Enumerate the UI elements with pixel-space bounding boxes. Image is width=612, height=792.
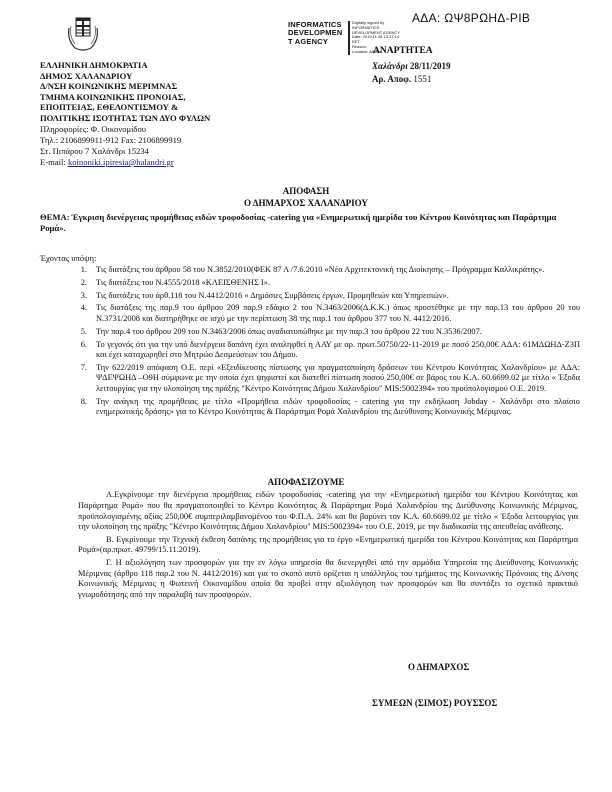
list-item: 8. Την ανάγκη της προμήθειας με τίτλο «Προμήθεια ειδών τροφοδοσίας - catering για την εκδήλωση Jobday - Χαλάνδρι στο πλαίσιο ενημερωτικής δράσης» για το Κέντρο Κοινότητας & Παράρτημα Ρομά Χαλανδρίου της Διεύθυνσης Κοινωνικής Μέριμνας. (80, 396, 580, 417)
signature-name: ΣΥΜΕΩΝ (ΣΙΜΟΣ) ΡΟΥΣΣΟΣ (372, 698, 498, 708)
decision-number-value: 1551 (413, 74, 432, 84)
date-place-label: Χαλάνδρι (372, 61, 408, 71)
logo-divider (348, 21, 350, 55)
considering-intro: Έχοντας υπόψη: (40, 253, 97, 263)
posting-label: ΑΝΑΡΤΗΤΕΑ (373, 46, 433, 56)
organization-header: ΕΛΛΗΝΙΚΗ ΔΗΜΟΚΡΑΤΙΑ ΔΗΜΟΣ ΧΑΛΑΝΔΡΙΟΥ Δ/ΝΣΗ ΚΟΙΝΩΝΙΚΗΣ ΜΕΡΙΜΝΑΣ ΤΜΗΜΑ ΚΟΙΝΩΝΙΚΗΣ ΠΡΟΝΟΙΑΣ, ΕΠΟΠΤΕΙΑΣ, ΕΘΕΛΟΝΤΙΣΜΟΥ & ΠΟΛΙΤΙΚΗΣ ΙΣΟΤΗΤΑΣ ΤΩΝ ΔΥΟ ΦΥΛΩΝ (40, 60, 211, 123)
date-value: 28/11/2019 (409, 61, 451, 71)
contact-phone: Τηλ.: 2106899911-912 Fax: 2106899919 (40, 135, 182, 145)
decision-number-row (372, 73, 450, 86)
decision-number-label: Αρ. Αποφ. (372, 74, 412, 84)
considerations-list (40, 265, 580, 420)
date-block (372, 60, 450, 86)
contact-info: Πληροφορίες: Φ. Οικονομίδου (40, 124, 147, 134)
list-item: 7. Την 622/2019 απόφαση Ο.Ε. περί «Εξειδίκευσης πίστωσης για πραγματοποίηση δράσεων του Κέντρου Κοινότητας Χαλανδρίου» με ΑΔΑ: ΨΔΕΨΩΗΔ –Ο9Η σύμφωνα με την οποία έχει ψηφιστεί και διατεθεί πίστωση ποσού 250,00€ σε βάρος του Κ.Α. 60.6699.02 με τίτλο « Έξοδα λειτουργίας για την υλοποίηση της πράξης "Κέντρο Κοινότητας Δήμου Χαλανδρίου" MIS:5002394» του προϋπολογισμού Ο.Ε. 2019. (80, 362, 580, 394)
greek-emblem-icon (65, 10, 101, 52)
subject-label: ΘΕΜΑ: (40, 212, 70, 222)
list-item: 3. Τις διατάξεις του άρθ.118 του Ν.4412/2016 « Δημόσιες Συμβάσεις έργων, Προμηθειών και Υπηρεσιών». (80, 290, 449, 300)
we-decide-heading: ΑΠΟΦΑΣΙΖΟΥΜΕ (267, 477, 345, 487)
subject (40, 212, 580, 234)
ada-code: ΑΔΑ: ΩΨ8ΡΩΗΔ-ΡΙΒ (412, 11, 531, 25)
email-link[interactable]: koinoniki.ipiresia@halandri.gr (67, 157, 174, 167)
list-item: 6. Το γεγονός ότι για την υπό διενέργεια δαπάνη έχει αναληφθεί η ΑΑΥ με αρ. πρωτ.50750/22-11-2019 με ποσό 250,00€ ΑΔΑ: 61ΜΔΩΗΔ-Ζ3Π και έχει καταχωρηθεί στο Μητρώο Δεσμεύσεων του Δήμου. (80, 339, 580, 360)
decision-b: Β. Εγκρίνουμε την Τεχνική έκθεση δαπάνης της προμήθειας για το έργο «Ενημερωτική ημερίδα του Κέντρου Κοινότητας και Παράρτημα Ρομά»(αρ.πρωτ. 49799/15.11.2019). (78, 534, 578, 555)
contact-address: Στ. Πιπάρου 7 Χαλάνδρι 15234 (40, 146, 149, 156)
signature-details: Digitally signed by INFORMATICS DEVELOPMENT AGENCY Date: 2019.11.28 13:37:14 EET Reason: Location: Athens (352, 20, 400, 54)
list-item: 1. Τις διατάξεις του άρθρου 58 του Ν.3852/2010(ΦΕΚ 87 Α /7.6.2010 «Νέα Αρχιτεκτονική της Διοίκησης – Πρόγραμμα Καλλικράτης». (80, 265, 545, 274)
list-item: 4. Τις διατάξεις της παρ.9 του άρθρου 209 παρ.9 εδάφιο 2 του Ν.3463/2006(Δ.Κ.Κ.) όπως προστέθηκε με την παρ.13 του άρθρου 20 του Ν.3731/2008 και διατηρήθηκε σε ισχύ με την περίπτωση 38 της παρ.1 του άρθρου 377 του Ν. 4412/2016. (80, 303, 580, 323)
contact-email-row (40, 157, 181, 168)
signature-title: Ο ΔΗΜΑΡΧΟΣ (408, 662, 470, 672)
list-item: 5. Την παρ.4 του άρθρου 209 του Ν.3463/2006 όπως αναδιατυπώθηκε με την παρ.3 του άρθρου 22 του Ν.3536/2007. (80, 326, 482, 336)
mayor-heading: Ο ΔΗΜΑΡΧΟΣ ΧΑΛΑΝΔΡΙΟΥ (244, 198, 368, 208)
email-label: E-mail: (40, 157, 66, 167)
subject-text: Έγκριση διενέργειας προμήθειας ειδών τροφοδοσίας -catering για «Ενημερωτική ημερίδα του Κέντρου Κοινότητας και Παράρτημα Ρομά». (40, 212, 557, 233)
date-row (372, 60, 450, 73)
list-item: 2. Τις διατάξεις του Ν.4555/2018 «ΚΛΕΙΣΘΕΝΗΣ Ι». (80, 277, 270, 287)
decision-heading: ΑΠΟΦΑΣΗ (282, 186, 330, 196)
decisions-body (78, 490, 578, 602)
logo-text: INFORMATICS DEVELOPMEN T AGENCY (288, 20, 343, 46)
decision-a: Α.Εγκρίνουμε την διενέργεια προμήθειας ειδών τροφοδοσίας -catering για την «Ενημερωτική ημερίδα του Κέντρου Κοινότητας και Παράρτημα Ρομά» που θα πραγματοποιηθεί το Κέντρο Κοινότητας & Παράρτημα Ρομά Χαλανδρίου της Διεύθυνσης Κοινωνικής Μέριμνας, προϋπολογισμένης αξίας 250,00€ συμπεριλαμβανομένου του Φ.Π.Α. 24% και θα βαρύνει τον Κ.Α. 60.6699.02 με τίτλο « Έξοδα λειτουργίας για την υλοποίηση της πράξης "Κέντρο Κοινότητας Δήμου Χαλανδρίου" MIS:5002394» του Ο.Ε. 2019, με την διαδικασία της απευθείας ανάθεσης. (78, 490, 578, 532)
decision-c: Γ. Η αξιολόγηση των προσφορών για την εν λόγω υπηρεσία θα διενεργηθεί από την αρμόδια Υπηρεσία της Διεύθυνσης Κοινωνικής Μέριμνας (άρθρο 118 παρ.2 του Ν. 4412/2016) και για το σκοπό αυτό ορίζεται η υπάλληλος του τμήματος της Κοινωνικής Πρόνοιας της Δ/νσης Κοινωνικής Μέριμνας η Φωτεινή Οικονομίδου οποία θα προβεί στην αξιολόγηση των προσφορών και θα συντάξει το σχετικό πρακτικό γνωμοδότησης από την παραλαβή των προσφορών. (78, 557, 578, 600)
contact-block (40, 124, 181, 168)
